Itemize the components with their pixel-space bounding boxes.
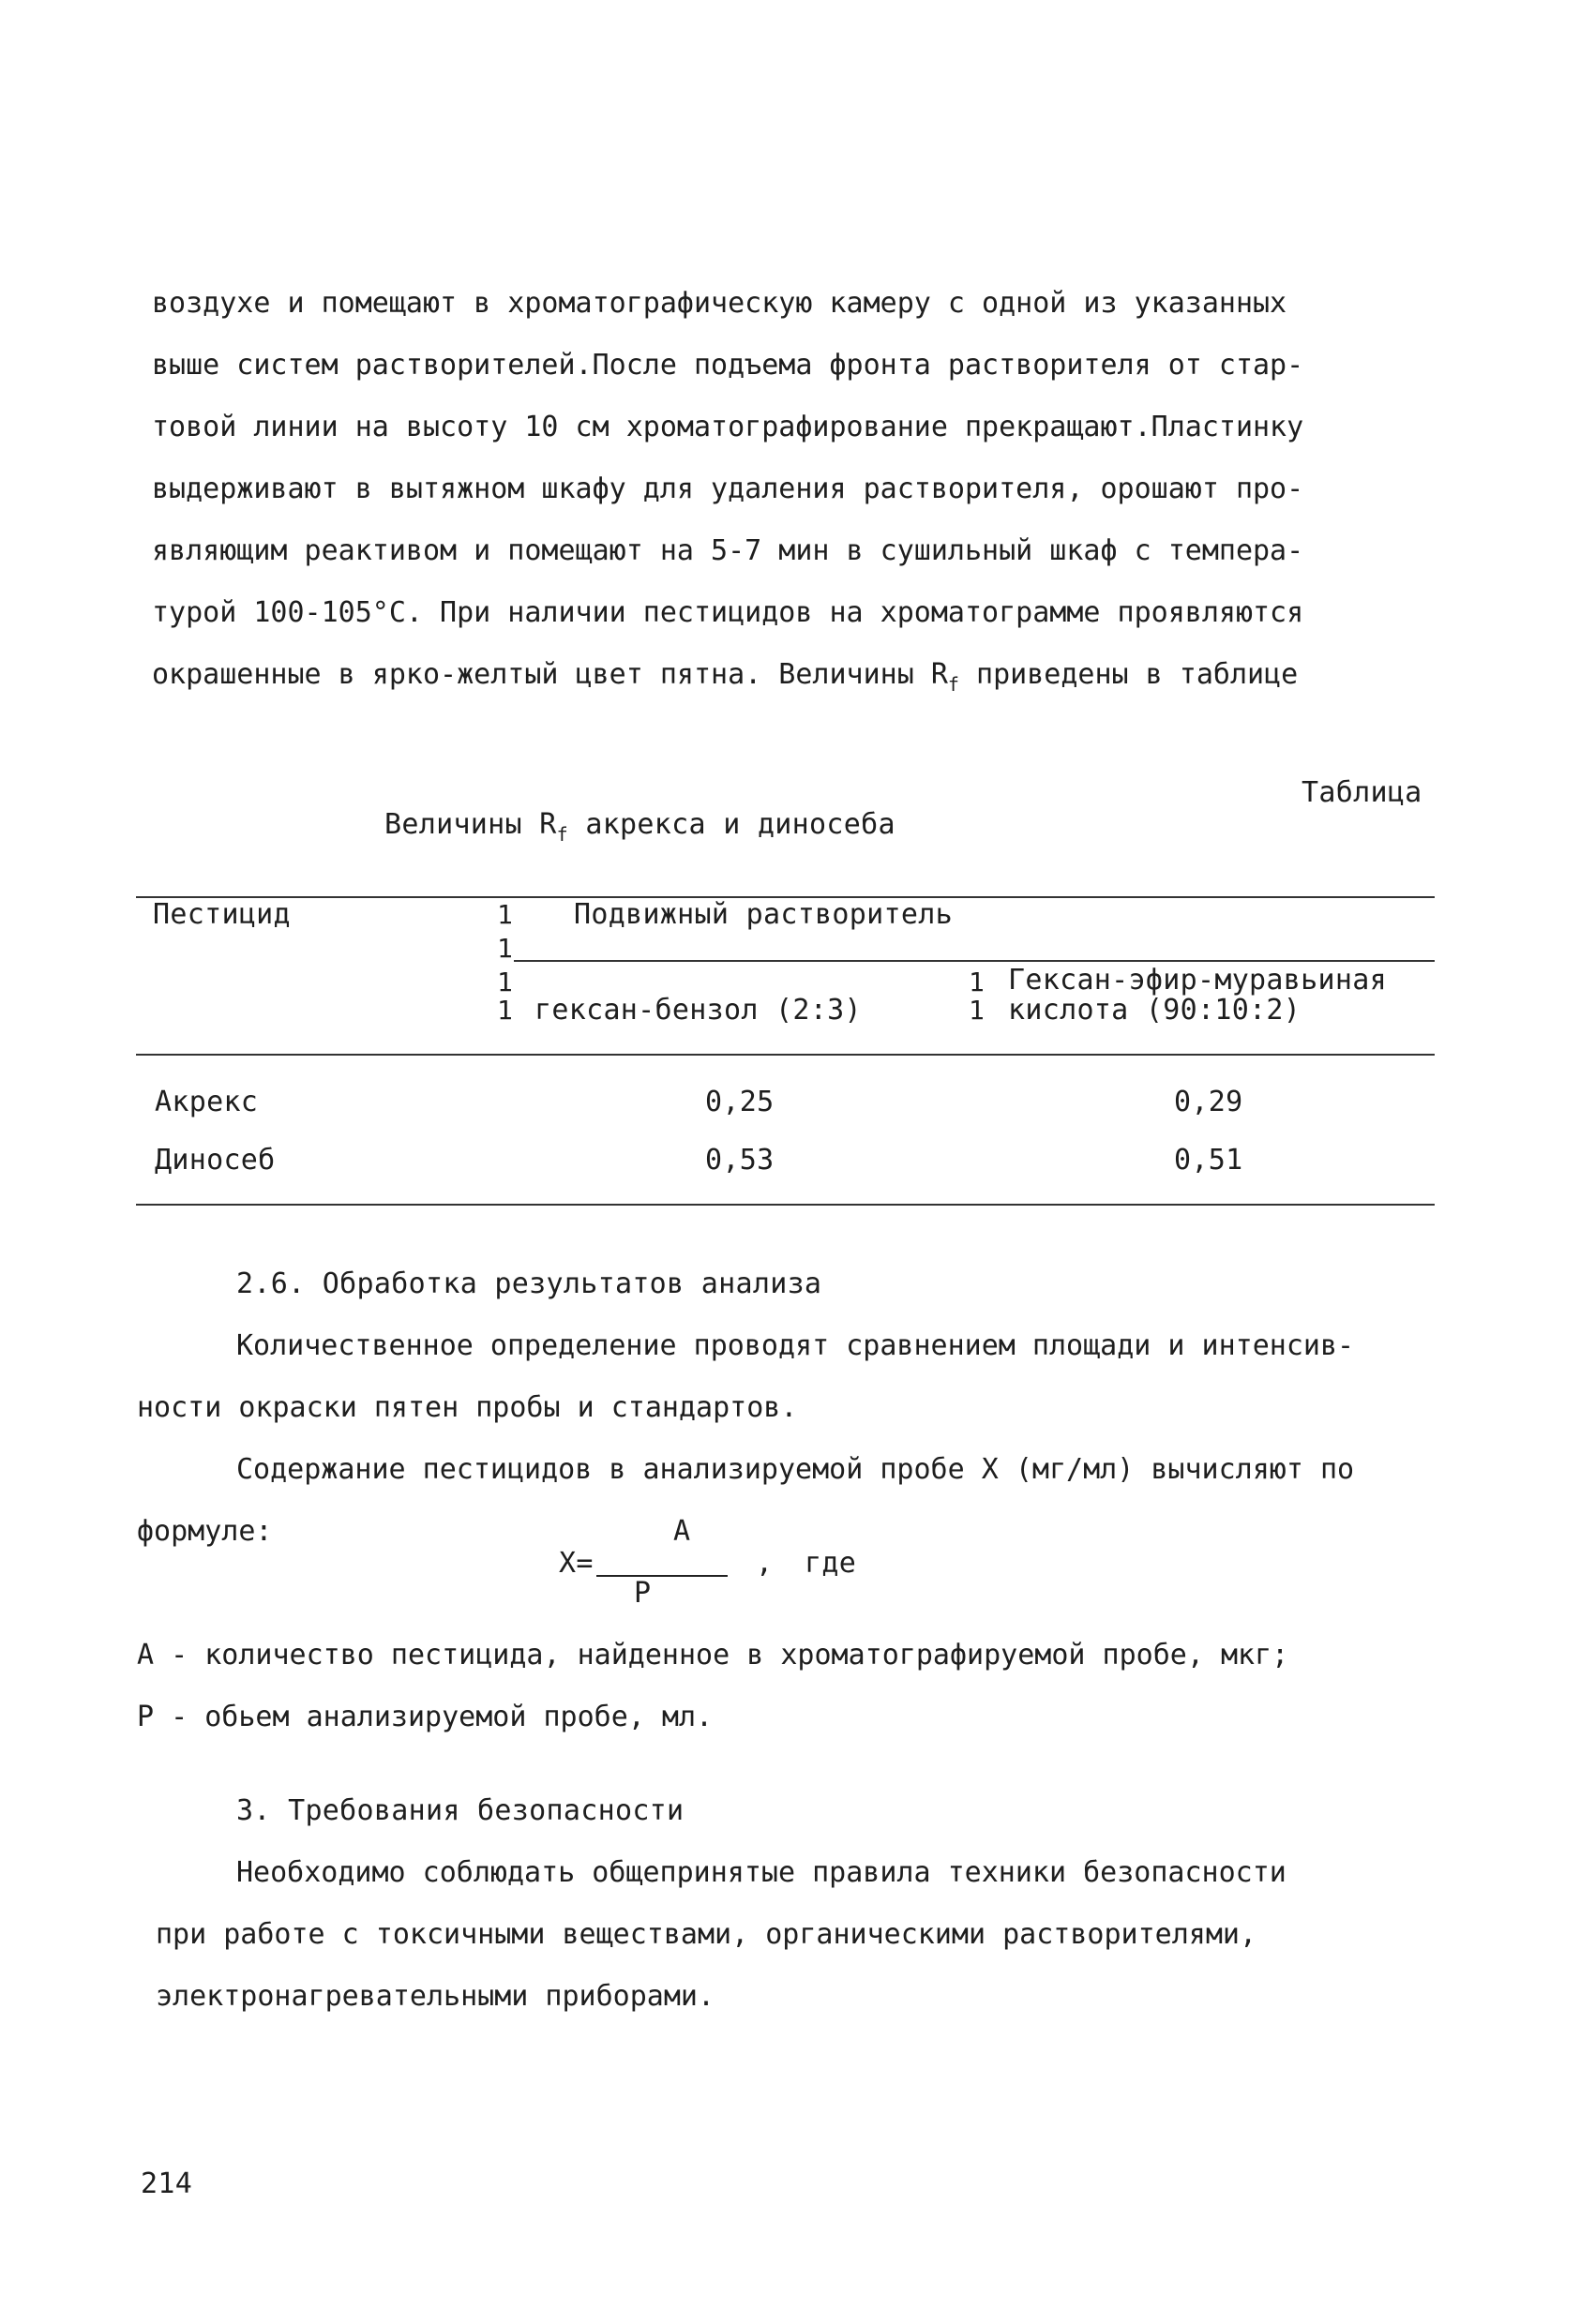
table-bottom-rule xyxy=(136,1204,1435,1206)
caption-pre: Величины R xyxy=(384,808,557,841)
formula-lhs: Х= xyxy=(559,1547,594,1580)
section-heading: 2.6. Обработка результатов анализа xyxy=(236,1267,822,1300)
intro-line-text: окрашенные в ярко-желтый цвет пятна. Величины R xyxy=(152,658,948,691)
intro-line-tail: приведены в таблице xyxy=(958,658,1299,691)
body-line: электронагревательными приборами. xyxy=(156,1980,715,2013)
row-name: Диносеб xyxy=(155,1144,276,1177)
subheader-hexane-benzene: гексан-бензол (2:3) xyxy=(534,994,862,1027)
section-heading: 3. Требования безопасности xyxy=(236,1794,685,1827)
column-separator: 1 xyxy=(969,995,985,1026)
column-separator: 1 xyxy=(969,967,985,997)
caption-post: акрекса и диносеба xyxy=(567,808,895,841)
body-line: формуле: xyxy=(137,1515,273,1548)
fraction-bar xyxy=(596,1575,728,1577)
intro-line: турой 100-105°С. При наличии пестицидов на хроматограмме проявляются xyxy=(152,596,1304,629)
subheader-hexane-ether-line2: кислота (90:10:2) xyxy=(1008,994,1302,1027)
intro-line: воздухе и помещают в хроматографическую камеру с одной из указанных xyxy=(152,287,1287,320)
column-separator: 1 xyxy=(497,933,513,964)
table-caption xyxy=(384,808,895,851)
formula-denominator: Р xyxy=(634,1577,652,1610)
header-bottom-rule xyxy=(136,1054,1435,1056)
definition-p: Р - обьем анализируемой пробе, мл. xyxy=(137,1701,714,1733)
definition-a: А - количество пестицида, найденное в хроматографируемой пробе, мкг; xyxy=(137,1639,1289,1672)
subheader-hexane-ether-line1: Гексан-эфир-муравьиная xyxy=(1008,964,1387,997)
formula-numerator: А xyxy=(673,1515,691,1548)
body-line: Необходимо соблюдать общепринятые правила техники безопасности xyxy=(236,1856,1287,1889)
column-separator: 1 xyxy=(497,967,513,997)
header-mobile-solvent: Подвижный растворитель xyxy=(574,898,953,931)
header-pesticide: Пестицид xyxy=(153,898,291,931)
intro-line: выдерживают в вытяжном шкафу для удаления растворителя, орошают про- xyxy=(152,472,1304,505)
page-number: 214 xyxy=(141,2167,193,2200)
intro-line-last xyxy=(152,658,1298,701)
row-name: Акрекс xyxy=(155,1086,259,1118)
body-line: Содержание пестицидов в анализируемой пробе Х (мг/мл) вычисляют по xyxy=(236,1453,1355,1486)
row-value-col2: 0,51 xyxy=(1174,1144,1243,1177)
header-inner-rule xyxy=(514,960,1435,962)
formula-where: где xyxy=(805,1547,857,1580)
body-line: Количественное определение проводят сравнением площади и интенсив- xyxy=(236,1329,1355,1362)
body-line: ности окраски пятен пробы и стандартов. xyxy=(137,1391,798,1424)
body-line: при работе с токсичными веществами, органическими растворителями, xyxy=(156,1918,1256,1951)
column-separator: 1 xyxy=(497,995,513,1026)
column-separator: 1 xyxy=(497,899,513,930)
intro-line: товой линии на высоту 10 см хроматографирование прекращают.Пластинку xyxy=(152,411,1304,443)
intro-line: являющим реактивом и помещают на 5-7 мин в сушильный шкаф с темпера- xyxy=(152,534,1304,567)
caption-subscript: f xyxy=(556,823,568,846)
row-value-col1: 0,53 xyxy=(705,1144,775,1177)
table-label: Таблица xyxy=(1302,776,1422,809)
formula-comma: , xyxy=(756,1547,774,1580)
row-value-col2: 0,29 xyxy=(1174,1086,1243,1118)
rf-subscript: f xyxy=(947,673,959,696)
intro-line: выше систем растворителей.После подъема фронта растворителя от стар- xyxy=(152,349,1304,382)
row-value-col1: 0,25 xyxy=(705,1086,775,1118)
